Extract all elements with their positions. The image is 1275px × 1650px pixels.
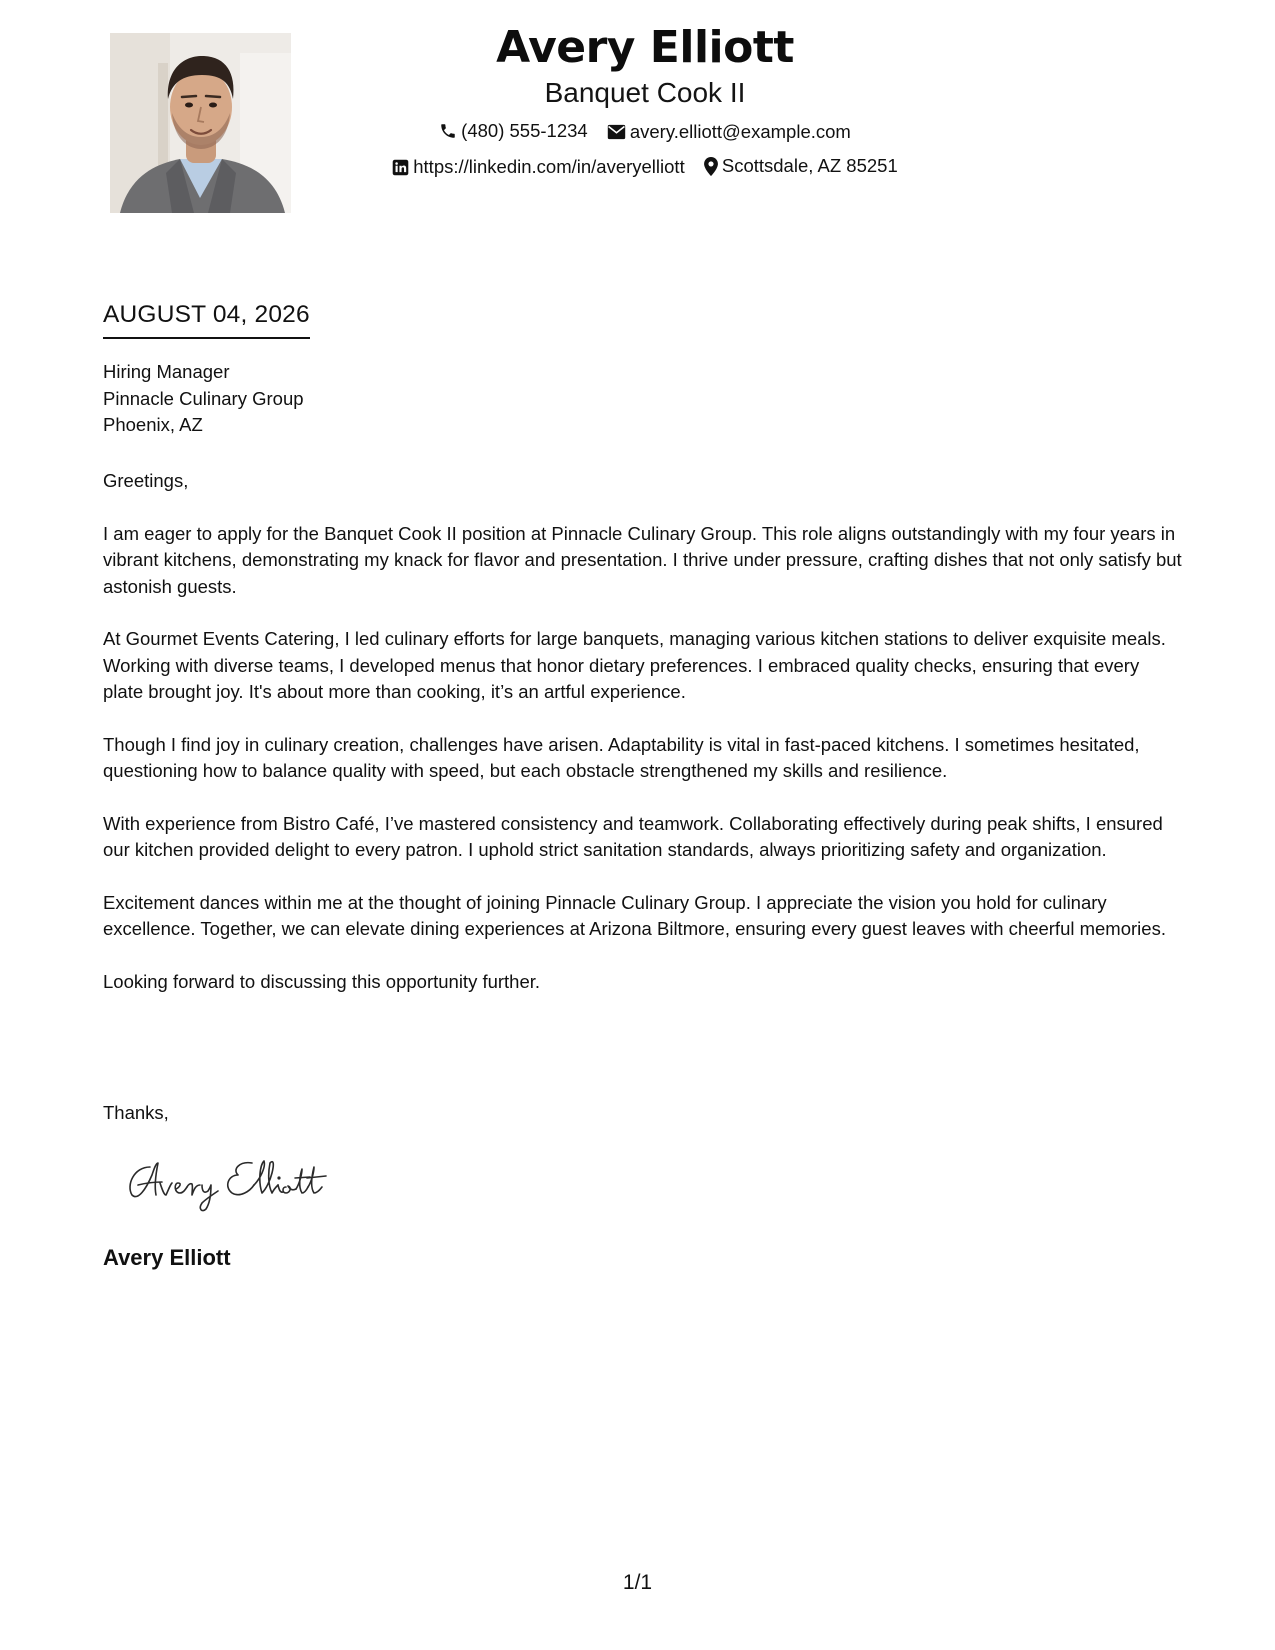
- linkedin-contact[interactable]: [392, 156, 684, 178]
- email-text: avery.elliott@example.com: [629, 121, 851, 142]
- location-text: Scottsdale, AZ 85251: [721, 155, 898, 176]
- paragraph: Looking forward to discussing this opportunity further.: [103, 970, 541, 992]
- handwritten-signature: [120, 1145, 350, 1215]
- envelope-icon: [607, 124, 626, 140]
- letter-date: AUGUST 04, 2026: [103, 300, 310, 339]
- job-title: Banquet Cook II: [544, 77, 746, 108]
- paragraph: I am eager to apply for the Banquet Cook II position at Pinnacle Culinary Group. This role aligns outstandingly with my four years in vibrant kitchens, demonstrating my knack for flavor and presentation. I thrive under pressure, crafting dishes that not only satisfy but astonish guests.: [103, 522, 1182, 597]
- paragraph: With experience from Bistro Café, I’ve mastered consistency and teamwork. Collaborating effectively during peak shifts, I ensured our kitchen provided delight to every patron. I uphold strict sanitation standards, always prioritizing safety and organization.: [103, 812, 1163, 860]
- recipient-name: Hiring Manager: [103, 361, 230, 382]
- greeting: Greetings,: [103, 470, 189, 491]
- phone-text: (480) 555-1234: [461, 120, 588, 141]
- paragraph: Excitement dances within me at the thought of joining Pinnacle Culinary Group. I appreciate the vision you hold for culinary excellence. Together, we can elevate dining experiences at Arizona Biltmore, ensuring every guest leaves with cheerful memories.: [103, 891, 1166, 939]
- recipient-location: Phoenix, AZ: [103, 414, 203, 435]
- signed-name: Avery Elliott: [103, 1245, 231, 1270]
- recipient-block: [103, 359, 304, 439]
- linkedin-icon: [392, 159, 409, 176]
- resume-header: [300, 20, 990, 181]
- letter-body: [103, 468, 1183, 1021]
- location-contact: [704, 155, 898, 177]
- profile-photo-illustration: [110, 33, 291, 213]
- profile-photo: [110, 33, 291, 213]
- linkedin-text: https://linkedin.com/in/averyelliott: [413, 156, 685, 177]
- email-contact[interactable]: [607, 121, 851, 143]
- applicant-name: Avery Elliott: [496, 22, 794, 73]
- recipient-company: Pinnacle Culinary Group: [103, 387, 304, 409]
- paragraph: Though I find joy in culinary creation, challenges have arisen. Adaptability is vital in fast-paced kitchens. I sometimes hesitated, questioning how to balance quality with speed, but each obstacle strengthened my skills and resilience.: [103, 733, 1140, 781]
- signature-drawing: [120, 1145, 350, 1215]
- closing: Thanks,: [103, 1102, 169, 1123]
- page-number: 1/1: [622, 1571, 653, 1594]
- phone-contact[interactable]: [439, 120, 588, 142]
- map-pin-icon: [704, 157, 718, 176]
- contact-row-secondary: [300, 155, 990, 181]
- phone-icon: [439, 122, 457, 140]
- contact-row-primary: [300, 120, 990, 145]
- paragraph: At Gourmet Events Catering, I led culinary efforts for large banquets, managing various kitchen stations to deliver exquisite meals. Working with diverse teams, I developed menus that honor dietary preferences. I embraced quality checks, ensuring that every plate brought joy. It's about more than cooking, it’s an artful experience.: [103, 628, 1166, 702]
